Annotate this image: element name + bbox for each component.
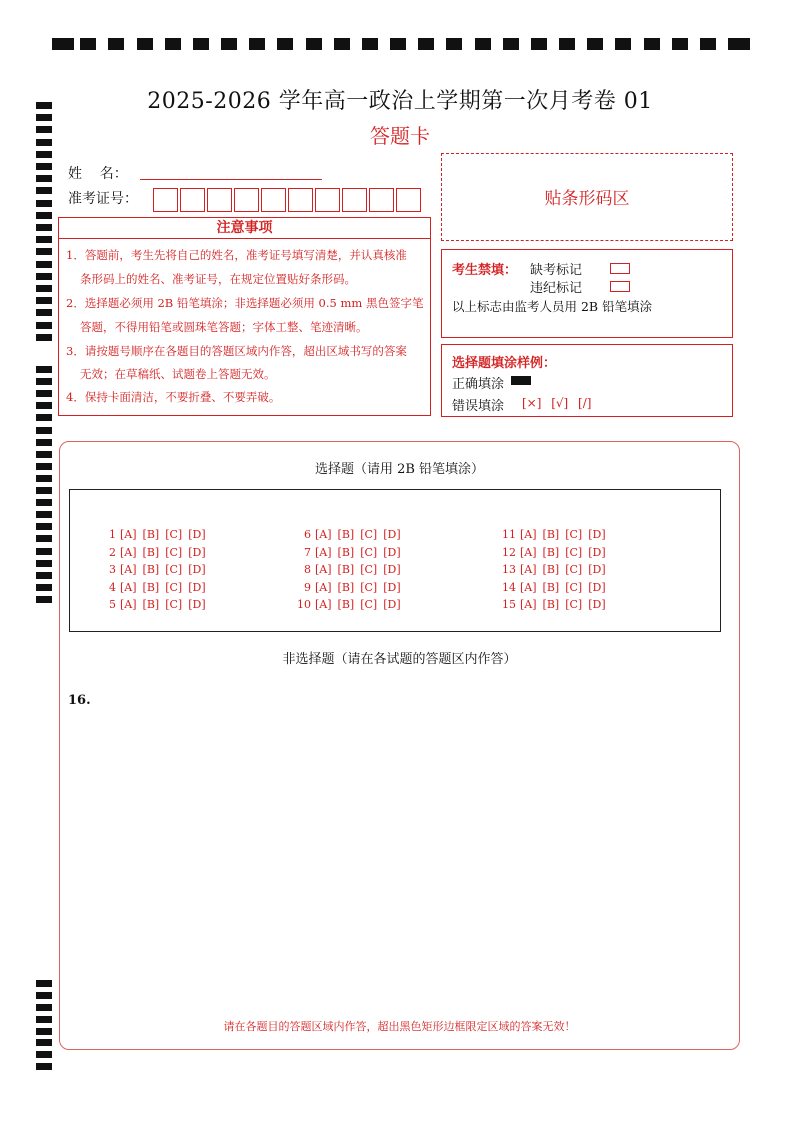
answer-option-bubble[interactable]: [A] (520, 598, 537, 611)
timing-mark (36, 980, 52, 987)
answer-option-bubble[interactable]: [C] (360, 528, 378, 541)
top-timing-marks (52, 37, 750, 51)
timing-mark (36, 548, 52, 555)
answer-option-bubble[interactable]: [C] (165, 563, 183, 576)
timing-mark (306, 38, 322, 50)
answer-option-bubble[interactable]: [C] (360, 563, 378, 576)
question-number: 9 (304, 580, 311, 594)
answer-option-bubble[interactable]: [B] (337, 528, 355, 541)
exam-number-cell[interactable] (153, 188, 178, 212)
answer-option-bubble[interactable]: [C] (165, 528, 183, 541)
answer-option-bubble[interactable]: [A] (315, 545, 332, 559)
timing-mark (36, 175, 52, 182)
answer-option-bubble[interactable]: [B] (542, 545, 560, 559)
answer-option-bubble[interactable]: [C] (565, 580, 583, 594)
notice-line: 3．请按题号顺序在各题目的答题区域内作答，超出区域书写的答案 (66, 344, 407, 358)
timing-mark (36, 1051, 52, 1058)
timing-mark (728, 38, 750, 50)
timing-mark (36, 297, 52, 304)
timing-mark (390, 38, 406, 50)
timing-mark (36, 378, 52, 385)
answer-option-bubble[interactable]: [A] (120, 563, 137, 576)
answer-option-bubble[interactable]: [C] (360, 545, 378, 559)
answer-option-bubble[interactable]: [B] (337, 563, 355, 576)
timing-mark (615, 38, 631, 50)
answer-option-bubble[interactable]: [C] (360, 580, 378, 594)
timing-mark (36, 427, 52, 434)
timing-mark (36, 414, 52, 421)
timing-mark (36, 499, 52, 506)
question-row (96, 581, 212, 599)
timing-mark (334, 38, 350, 50)
exam-number-cell[interactable] (207, 188, 232, 212)
answer-option-bubble[interactable]: [D] (383, 545, 401, 559)
choice-section-title: 选择题（请用 2B 铅笔填涂） (314, 462, 485, 477)
exam-number-cell[interactable] (180, 188, 205, 212)
answer-option-bubble[interactable]: [C] (165, 580, 183, 594)
notice-line: 无效；在草稿纸、试题卷上答题无效。 (80, 367, 276, 381)
answer-option-bubble[interactable]: [C] (565, 528, 583, 541)
timing-mark (587, 38, 603, 50)
timing-mark (36, 1004, 52, 1011)
timing-mark (36, 560, 52, 567)
question-row (496, 581, 612, 599)
answer-option-bubble[interactable]: [C] (360, 598, 378, 611)
answer-option-bubble[interactable]: [B] (542, 528, 560, 541)
question-number: 5 (109, 598, 116, 611)
answer-option-bubble[interactable]: [C] (165, 545, 183, 559)
question-number: 12 (502, 545, 516, 559)
exam-number-label: 准考证号： (68, 191, 138, 207)
question-row (291, 563, 407, 581)
timing-mark (36, 273, 52, 280)
answer-option-bubble[interactable]: [A] (315, 598, 332, 611)
timing-mark (36, 236, 52, 243)
answer-option-bubble[interactable]: [B] (142, 545, 160, 559)
timing-mark (362, 38, 378, 50)
answer-option-bubble[interactable]: [D] (588, 598, 606, 611)
answer-option-bubble[interactable]: [B] (542, 580, 560, 594)
question-row (496, 528, 612, 546)
question-number: 6 (304, 528, 311, 541)
exam-number-cell[interactable] (315, 188, 340, 212)
timing-mark (36, 151, 52, 158)
answer-option-bubble[interactable]: [A] (315, 528, 332, 541)
answer-option-bubble[interactable]: [A] (315, 563, 332, 576)
question-row (291, 546, 407, 564)
answer-option-bubble[interactable]: [A] (520, 563, 537, 576)
answer-option-bubble[interactable]: [B] (142, 528, 160, 541)
answer-option-bubble[interactable]: [C] (165, 598, 183, 611)
timing-mark (36, 366, 52, 373)
timing-mark (193, 38, 209, 50)
wrong-fill-samples: [×] [√] [/] (522, 396, 592, 410)
answer-option-bubble[interactable]: [D] (188, 598, 206, 611)
correct-fill-sample (511, 376, 531, 385)
answer-option-bubble[interactable]: [D] (188, 528, 206, 541)
exam-number-cell[interactable] (234, 188, 259, 212)
timing-mark (36, 584, 52, 591)
answer-option-bubble[interactable]: [D] (383, 528, 401, 541)
question-number: 8 (304, 563, 311, 576)
timing-mark (165, 38, 181, 50)
answer-option-bubble[interactable]: [D] (588, 580, 606, 594)
question-row (496, 598, 612, 616)
answer-option-bubble[interactable]: [A] (120, 528, 137, 541)
question-number: 2 (109, 545, 116, 559)
timing-mark (36, 475, 52, 482)
name-field[interactable] (140, 179, 322, 180)
answer-option-bubble[interactable]: [C] (565, 563, 583, 576)
timing-mark (559, 38, 575, 50)
timing-mark (672, 38, 688, 50)
violation-checkbox[interactable] (610, 281, 630, 292)
timing-mark (36, 992, 52, 999)
timing-mark (36, 224, 52, 231)
question-row (96, 546, 212, 564)
question-row (291, 528, 407, 546)
answer-option-bubble[interactable]: [A] (120, 580, 137, 594)
answer-option-bubble[interactable]: [A] (315, 580, 332, 594)
answer-option-bubble[interactable]: [B] (337, 580, 355, 594)
exam-number-cell[interactable] (342, 188, 367, 212)
answer-option-bubble[interactable]: [A] (120, 545, 137, 559)
barcode-label: 贴条形码区 (544, 189, 630, 209)
timing-mark (36, 200, 52, 207)
timing-mark (36, 285, 52, 292)
timing-mark (531, 38, 547, 50)
answer-option-bubble[interactable]: [D] (188, 580, 206, 594)
timing-mark (36, 212, 52, 219)
question-number: 13 (502, 563, 516, 576)
answer-option-bubble[interactable]: [B] (337, 545, 355, 559)
notice-line: 1．答题前，考生先将自己的姓名，准考证号填写清楚，并认真核准 (66, 248, 407, 262)
timing-mark (36, 511, 52, 518)
violation-label: 违纪标记 (530, 281, 583, 296)
correct-fill-label: 正确填涂 (452, 377, 505, 392)
answer-option-bubble[interactable]: [A] (520, 545, 537, 559)
answer-option-bubble[interactable]: [B] (142, 563, 160, 576)
answer-option-bubble[interactable]: [B] (542, 598, 560, 611)
notice-title: 注意事项 (58, 217, 431, 239)
timing-mark (36, 596, 52, 603)
question-number: 4 (109, 580, 116, 594)
question-number: 10 (297, 598, 311, 611)
answer-option-bubble[interactable]: [C] (565, 545, 583, 559)
answer-option-bubble[interactable]: [D] (383, 563, 401, 576)
timing-mark (36, 439, 52, 446)
sample-title: 选择题填涂样例： (452, 356, 557, 371)
exam-number-grid[interactable] (153, 188, 423, 212)
answer-option-bubble[interactable]: [D] (383, 598, 401, 611)
timing-mark (446, 38, 462, 50)
notice-line: 4．保持卡面清洁，不要折叠、不要弄破。 (66, 390, 281, 404)
answer-option-bubble[interactable]: [D] (588, 563, 606, 576)
status-note: 以上标志由监考人员用 2B 铅笔填涂 (452, 299, 653, 314)
answer-option-bubble[interactable]: [B] (142, 580, 160, 594)
footer-note: 请在各题目的答题区域内作答，超出黑色矩形边框限定区域的答案无效！ (223, 1020, 576, 1033)
notice-line: 条形码上的姓名、准考证号，在规定位置贴好条形码。 (80, 272, 356, 286)
question-number: 15 (502, 598, 516, 611)
timing-mark (36, 163, 52, 170)
timing-mark (36, 487, 52, 494)
answer-option-bubble[interactable]: [A] (520, 528, 537, 541)
exam-number-cell[interactable] (396, 188, 421, 212)
timing-mark (503, 38, 519, 50)
timing-mark (137, 38, 153, 50)
answer-option-bubble[interactable]: [A] (520, 580, 537, 594)
question-row (96, 598, 212, 616)
left-timing-marks (36, 980, 52, 1075)
question-row (96, 528, 212, 546)
absent-checkbox[interactable] (610, 263, 630, 274)
question-16-label: 16. (68, 693, 91, 708)
question-row (291, 598, 407, 616)
timing-mark (36, 309, 52, 316)
timing-mark (36, 535, 52, 542)
timing-mark (475, 38, 491, 50)
question-row (291, 581, 407, 599)
answer-option-bubble[interactable]: [D] (188, 563, 206, 576)
answer-option-bubble[interactable]: [C] (565, 598, 583, 611)
timing-mark (36, 1028, 52, 1035)
timing-mark (36, 248, 52, 255)
answer-option-bubble[interactable]: [B] (142, 598, 160, 611)
question-number: 7 (304, 545, 311, 559)
timing-mark (36, 523, 52, 530)
answer-option-bubble[interactable]: [D] (188, 545, 206, 559)
exam-number-cell[interactable] (288, 188, 313, 212)
question-column (291, 528, 407, 616)
timing-mark (36, 187, 52, 194)
answer-option-bubble[interactable]: [D] (588, 545, 606, 559)
left-timing-marks (36, 366, 52, 608)
timing-mark (221, 38, 237, 50)
answer-option-bubble[interactable]: [A] (120, 598, 137, 611)
page-subtitle: 答题卡 (370, 124, 430, 148)
timing-mark (36, 261, 52, 268)
question-number: 3 (109, 563, 116, 576)
question-number: 1 (109, 528, 116, 541)
question-row (496, 563, 612, 581)
timing-mark (36, 463, 52, 470)
answer-option-bubble[interactable]: [D] (588, 528, 606, 541)
timing-mark (644, 38, 660, 50)
timing-mark (277, 38, 293, 50)
timing-mark (36, 572, 52, 579)
question-row (96, 563, 212, 581)
wrong-fill-label: 错误填涂 (452, 399, 505, 414)
answer-option-bubble[interactable]: [B] (542, 563, 560, 576)
timing-mark (36, 1016, 52, 1023)
timing-mark (249, 38, 265, 50)
answer-option-bubble[interactable]: [B] (337, 598, 355, 611)
exam-number-cell[interactable] (261, 188, 286, 212)
timing-mark (36, 402, 52, 409)
timing-mark (36, 1039, 52, 1046)
status-label: 考生禁填： (452, 263, 518, 278)
notice-line: 2．选择题必须用 2B 铅笔填涂；非选择题必须用 0.5 mm 黑色签字笔 (66, 296, 424, 310)
question-number: 11 (502, 528, 516, 541)
answer-option-bubble[interactable]: [D] (383, 580, 401, 594)
question-number: 14 (502, 580, 516, 594)
timing-mark (418, 38, 434, 50)
question-row (496, 546, 612, 564)
page-title: 2025-2026 学年高一政治上学期第一次月考卷 01 (147, 89, 653, 114)
absent-label: 缺考标记 (530, 263, 583, 278)
timing-mark (52, 38, 74, 50)
name-label: 姓 名： (68, 166, 128, 182)
timing-mark (80, 38, 96, 50)
timing-mark (36, 390, 52, 397)
exam-number-cell[interactable] (369, 188, 394, 212)
notice-line: 答题，不得用铅笔或圆珠笔答题；字体工整、笔迹清晰。 (80, 320, 368, 334)
question-column (496, 528, 612, 616)
timing-mark (36, 1063, 52, 1070)
timing-mark (36, 451, 52, 458)
timing-mark (36, 322, 52, 329)
question-column (96, 528, 212, 616)
timing-mark (700, 38, 716, 50)
nonchoice-section-title: 非选择题（请在各试题的答题区内作答） (282, 652, 517, 667)
timing-mark (108, 38, 124, 50)
timing-mark (36, 334, 52, 341)
